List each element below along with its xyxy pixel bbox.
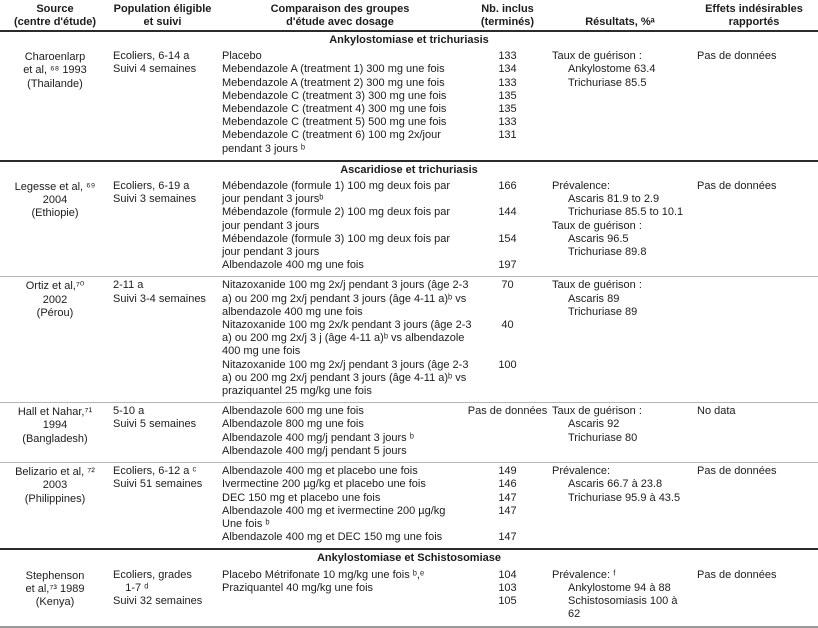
study-group-row xyxy=(0,403,818,462)
source-line: (Bangladesh) xyxy=(22,432,88,445)
treatment-line: Ivermectine 200 µg/kg et placebo une fois xyxy=(222,478,426,491)
result-line: Ascaris 89 xyxy=(568,292,620,305)
source-line: Hall et Nahar,⁷¹ xyxy=(17,406,93,419)
population-cell xyxy=(110,569,215,622)
treatment-text xyxy=(215,116,465,129)
n-included-value: Pas de données xyxy=(467,405,548,418)
result-line: Ascaris 96.5 xyxy=(568,232,629,245)
col-header-comparison xyxy=(215,3,465,28)
adverse-effects-cell: Pas de données xyxy=(697,180,777,193)
treatment-text xyxy=(215,505,465,531)
treatment-text xyxy=(215,180,465,206)
population-cell xyxy=(110,279,215,398)
results-cell xyxy=(550,465,690,544)
treatment-line: Albendazole 400 mg une fois xyxy=(222,259,364,272)
treatment-line: Mebendazole A (treatment 2) 300 mg une fois xyxy=(222,76,445,89)
source-line: (Philippines) xyxy=(24,492,86,505)
adverse-effects-cell xyxy=(690,279,818,398)
source-line: (Pérou) xyxy=(36,306,74,319)
treatment-text xyxy=(215,206,465,232)
n-included-value: 133 xyxy=(498,50,517,63)
treatment-line: jour pendant 3 jours xyxy=(222,246,320,259)
population-line: Ecoliers, 6-19 a xyxy=(113,180,190,193)
treatment-text xyxy=(215,319,472,359)
result-line: Ascaris 81.9 to 2.9 xyxy=(568,193,660,206)
treatment-line: jour pendant 3 joursᵇ xyxy=(222,193,324,206)
treatment-line: Albendazole 400 mg et placebo une fois xyxy=(222,465,418,478)
treatment-text xyxy=(215,63,465,76)
treatment-text xyxy=(215,259,465,272)
n-included-value: 104 xyxy=(498,568,517,581)
result-line: Taux de guérison : xyxy=(552,219,642,232)
treatment-line: a) ou 200 mg 2x/j pendant 3 jours (âge 4-11 a)ᵇ vs xyxy=(222,371,467,384)
source-line: et al, ⁶⁸ 1993 xyxy=(23,64,87,77)
treatment-line: Albendazole 600 mg une fois xyxy=(222,405,364,418)
source-cell xyxy=(0,465,110,544)
n-included-value: 133 xyxy=(498,76,517,89)
treatment-line: praziquantel 25 mg/kg une fois xyxy=(222,385,372,398)
n-included-value xyxy=(465,432,550,445)
source-line: (Ethiopie) xyxy=(31,207,79,220)
treatment-text xyxy=(215,531,465,544)
population-line: Suivi 3 semaines xyxy=(113,193,197,206)
result-line: Schistosomiasis 100 à 62 xyxy=(568,594,681,621)
population-cell xyxy=(110,180,215,272)
n-included-value: 144 xyxy=(498,206,517,219)
treatment-line: Mebendazole C (treatment 3) 300 mg une fois xyxy=(222,89,447,102)
adverse-effects-cell: No data xyxy=(697,405,736,418)
population-cell xyxy=(110,50,215,156)
population-line: Ecoliers, 6-12 a ᶜ xyxy=(113,465,197,478)
col-header-n-included xyxy=(465,3,550,28)
source-line: (Thailande) xyxy=(27,77,83,90)
source-cell xyxy=(0,50,110,156)
source-line: 2002 xyxy=(42,293,68,306)
source-line: 1994 xyxy=(42,419,68,432)
comparison-and-n-cell xyxy=(215,180,550,272)
treatment-text xyxy=(215,465,465,478)
n-included-value: 133 xyxy=(498,116,517,129)
n-included-value: 135 xyxy=(498,89,517,102)
treatment-line: Albendazole 400 mg/j pendant 5 jours xyxy=(222,444,407,457)
adverse-effects-cell: Pas de données xyxy=(697,465,777,478)
source-line: 2003 xyxy=(42,479,68,492)
n-included-value: 149 xyxy=(498,465,517,478)
result-line: Prévalence: xyxy=(552,180,611,193)
treatment-text xyxy=(215,478,465,491)
adverse-effects-cell: Pas de données xyxy=(697,50,777,63)
treatment-line: Mébendazole (formule 1) 100 mg deux fois par xyxy=(222,180,451,193)
treatment-text xyxy=(215,418,465,431)
comparison-and-n-cell xyxy=(215,279,550,398)
n-included-value: 147 xyxy=(498,531,517,544)
col-header-adverse-effects xyxy=(690,3,818,28)
treatment-line: 400 mg une fois xyxy=(222,345,301,358)
n-included-value: 154 xyxy=(498,232,517,245)
n-included-value xyxy=(465,445,550,458)
treatment-line: pendant 3 jours ᵇ xyxy=(222,142,306,155)
col-header-line: Nb. inclus xyxy=(481,3,534,15)
n-included-value: 146 xyxy=(498,478,517,491)
col-header-source xyxy=(0,3,110,28)
treatment-text xyxy=(215,582,465,595)
result-line: Trichuriase 95.9 à 43.5 xyxy=(568,491,681,504)
comparison-and-n-cell xyxy=(215,465,550,544)
study-group-row xyxy=(0,567,818,626)
population-line: Suivi 3-4 semaines xyxy=(113,292,206,305)
results-cell xyxy=(550,180,690,272)
source-cell xyxy=(0,569,110,622)
source-line: Belizario et al, ⁷² xyxy=(15,466,95,479)
comparison-and-n-cell xyxy=(215,50,550,156)
treatment-text xyxy=(215,279,469,319)
treatment-text xyxy=(215,77,465,90)
col-header-line: Source xyxy=(36,3,74,15)
result-line: Trichuriase 89.8 xyxy=(568,246,647,259)
treatment-text xyxy=(215,103,465,116)
adverse-effects-cell: Pas de données xyxy=(697,568,777,581)
treatment-line: Nitazoxanide 100 mg 2x/j pendant 3 jours (âge 2-3 xyxy=(222,279,469,292)
n-included-value: 197 xyxy=(498,259,517,272)
result-line: Ankylostome 63.4 xyxy=(568,63,656,76)
source-cell xyxy=(0,180,110,272)
treatment-line: Mebendazole C (treatment 5) 500 mg une fois xyxy=(222,116,447,129)
treatment-text xyxy=(215,405,465,418)
population-line: Suivi 4 semaines xyxy=(113,63,197,76)
n-included-value: 105 xyxy=(498,594,517,607)
treatment-text xyxy=(215,445,465,458)
source-line: (Kenya) xyxy=(35,595,75,608)
col-header-line: rapportés xyxy=(728,15,780,28)
study-group-row xyxy=(0,48,818,160)
col-header-line: Population éligible xyxy=(113,3,212,15)
treatment-line: Mebendazole C (treatment 4) 300 mg une fois xyxy=(222,103,447,116)
study-group-row xyxy=(0,463,818,548)
population-line: 5-10 a xyxy=(113,405,145,418)
population-line: 1-7 ᵈ xyxy=(113,581,149,594)
result-line: Ascaris 66.7 à 23.8 xyxy=(568,478,663,491)
treatment-line: a) ou 200 mg 2x/j 3 j (âge 4-11 a)ᵇ vs albendazole xyxy=(222,332,465,345)
treatment-text xyxy=(215,90,465,103)
n-included-value: 131 xyxy=(498,129,517,142)
n-included-value: 103 xyxy=(498,581,517,594)
source-cell xyxy=(0,279,110,398)
population-line: 2-11 a xyxy=(113,279,144,292)
treatment-line: jour pendant 3 jours xyxy=(222,219,320,232)
treatment-line: Placebo xyxy=(222,50,262,63)
section-title: Ankylostomiase et Schistosomiase xyxy=(316,552,501,565)
result-line: Trichuriase 80 xyxy=(568,431,638,444)
n-included-value: 147 xyxy=(498,504,517,517)
result-line: Trichuriase 85.5 xyxy=(568,76,647,89)
result-line: Prévalence: xyxy=(552,465,611,478)
result-line: Trichuriase 85.5 to 10.1 xyxy=(568,206,684,219)
source-line: Legesse et al, ⁶⁹ xyxy=(14,181,96,194)
col-header-line: et suivi xyxy=(143,15,182,28)
treatment-line: Praziquantel 40 mg/kg une fois xyxy=(222,581,374,594)
source-line: et al,⁷³ 1989 xyxy=(25,582,85,595)
col-header-line: (terminés) xyxy=(480,15,535,28)
section-title: Ascaridiose et trichuriasis xyxy=(340,163,478,176)
treatment-line: Placebo Métrifonate 10 mg/kg une fois ᵇ,ᵉ xyxy=(222,568,425,581)
population-line: Ecoliers, grades xyxy=(113,568,192,581)
treatment-line: Nitazoxanide 100 mg 2x/k pendant 3 jours (âge 2-3 xyxy=(222,319,472,332)
source-line: Stephenson xyxy=(25,569,85,582)
result-line: Taux de guérison : xyxy=(552,405,642,418)
n-included-value: 135 xyxy=(498,103,517,116)
result-line: Trichuriase 89 xyxy=(568,305,638,318)
treatment-line xyxy=(222,595,465,608)
treatment-line: Une fois ᵇ xyxy=(222,517,270,530)
n-included-value: 70 xyxy=(501,279,514,292)
treatment-text xyxy=(215,432,465,445)
population-cell xyxy=(110,405,215,458)
treatment-line: Mébendazole (formule 2) 100 mg deux fois par xyxy=(222,206,451,219)
study-group-row xyxy=(0,178,818,276)
result-line: Ankylostome 94 à 88 xyxy=(568,581,671,594)
table-header-row xyxy=(0,0,818,32)
result-line: Ascaris 92 xyxy=(568,418,620,431)
n-included-value: 40 xyxy=(501,319,514,332)
col-header-line: (centre d'étude) xyxy=(13,15,97,28)
results-cell xyxy=(550,50,690,156)
col-header-population xyxy=(110,3,215,28)
results-cell xyxy=(550,279,690,398)
population-cell xyxy=(110,465,215,544)
comparison-and-n-cell xyxy=(215,569,550,622)
treatment-text xyxy=(215,50,465,63)
population-line: Suivi 5 semaines xyxy=(113,418,197,431)
section-title: Ankylostomiase et trichuriasis xyxy=(329,34,489,46)
treatment-text xyxy=(215,358,469,399)
n-included-value: 166 xyxy=(498,180,517,193)
col-header-line: Effets indésirables xyxy=(705,3,803,15)
results-cell xyxy=(550,569,690,622)
n-included-value: 134 xyxy=(498,63,517,76)
col-header-line: d'étude avec dosage xyxy=(286,15,394,28)
source-line: Charoenlarp xyxy=(24,51,86,64)
comparison-and-n-cell xyxy=(215,405,550,458)
study-group-row xyxy=(0,277,818,402)
treatment-line: Albendazole 400 mg et ivermectine 200 µg/kg xyxy=(222,504,446,517)
population-line: Suivi 51 semaines xyxy=(113,478,203,491)
treatment-line: Mebendazole C (treatment 6) 100 mg 2x/jour xyxy=(222,129,441,142)
treatment-line: Albendazole 400 mg et DEC 150 mg une fois xyxy=(222,531,443,544)
treatment-line: Albendazole 400 mg/j pendant 3 jours ᵇ xyxy=(222,431,414,444)
treatment-text xyxy=(215,233,465,259)
source-line: Ortiz et al,⁷⁰ xyxy=(25,280,85,293)
population-line: Suivi 32 semaines xyxy=(113,594,203,607)
n-included-value xyxy=(465,418,550,431)
col-header-line: Comparaison des groupes xyxy=(270,3,410,15)
treatment-line: Mébendazole (formule 3) 100 mg deux fois par xyxy=(222,232,451,245)
treatment-text xyxy=(215,569,465,582)
source-cell xyxy=(0,405,110,458)
col-header-line: Résultats, %ᵃ xyxy=(585,15,655,28)
treatment-line: a) ou 200 mg 2x/j pendant 3 jours (âge 4-11 a)ᵇ vs xyxy=(222,292,467,305)
treatment-line: albendazole 400 mg une fois xyxy=(222,305,363,318)
treatment-line: Mebendazole A (treatment 1) 300 mg une fois xyxy=(222,63,445,76)
treatment-text xyxy=(215,492,465,505)
results-cell xyxy=(550,405,690,458)
n-included-value: 147 xyxy=(498,491,517,504)
result-line: Taux de guérison : xyxy=(552,50,642,63)
n-included-value: 100 xyxy=(498,358,517,371)
result-line: Taux de guérison : xyxy=(552,279,642,292)
treatment-text xyxy=(215,595,465,608)
table-body xyxy=(0,32,818,625)
source-line: 2004 xyxy=(42,194,68,207)
treatment-line: DEC 150 mg et placebo une fois xyxy=(222,491,381,504)
treatment-text xyxy=(215,129,465,155)
population-line: Ecoliers, 6-14 a xyxy=(113,50,190,63)
result-line: Prévalence: ᶠ xyxy=(552,568,616,581)
col-header-results xyxy=(550,3,690,28)
treatment-line: Albendazole 800 mg une fois xyxy=(222,418,364,431)
treatment-line: Nitazoxanide 100 mg 2x/j pendant 3 jours (âge 2-3 xyxy=(222,358,469,371)
